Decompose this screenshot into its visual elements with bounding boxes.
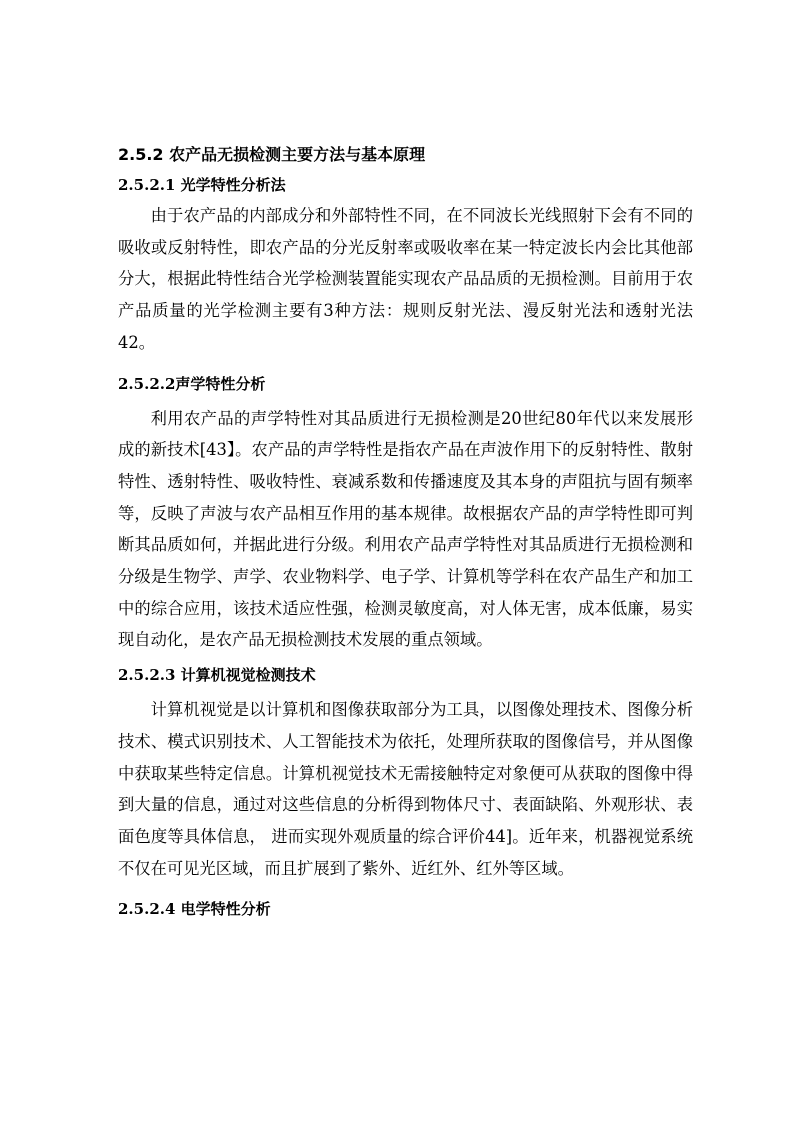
- paragraph-acoustic: 利用农产品的声学特性对其品质进行无损检测是20世纪80年代以来发展形成的新技术[43】。农产品的声学特性是指农产品在声波作用下的反射特性、散射特性、透射特性、吸收特性、衰减系数和传播速度及其本身的声阻抗与固有频率等，反映了声波与农产品相互作用的基本规律。故根据农产品的声学特性即可判断其品质如何，并据此进行分级。利用农产品声学特性对其品质进行无损检测和分级是生物学、声学、农业物料学、电子学、计算机等学科在农产品生产和加工中的综合应用，该技术适应性强，检测灵敏度高，对人体无害，成本低廉，易实现自动化，是农产品无损检测技术发展的重点领域。: [118, 408, 693, 650]
- section-title: 2.5.2 农产品无损检测主要方法与基本原理: [118, 145, 426, 164]
- subsection-title-vision: 2.5.2.3 计算机视觉检测技术: [118, 666, 316, 685]
- subsection-title-acoustic: 2.5.2.2声学特性分析: [118, 374, 266, 393]
- document-page: [118, 140, 693, 924]
- subsection-title-optical: 2.5.2.1 光学特性分析法: [118, 176, 286, 194]
- subsection-title-electrical: 2.5.2.4 电学特性分析: [118, 900, 271, 919]
- paragraph-optical: 由于农产品的内部成分和外部特性不同，在不同波长光线照射下会有不同的吸收或反射特性，即农产品的分光反射率或吸收率在某一特定波长内会比其他部分大，根据此特性结合光学检测装置能实现农产品品质的无损检测。目前用于农产品质量的光学检测主要有3种方法：规则反射光法、漫反射光法和透射光法42。: [118, 206, 693, 352]
- paragraph-vision: 计算机视觉是以计算机和图像获取部分为工具，以图像处理技术、图像分析技术、模式识别技术、人工智能技术为依托，处理所获取的图像信号，并从图像中获取某些特定信息。计算机视觉技术无需接触特定对象便可从获取的图像中得到大量的信息，通过对这些信息的分析得到物体尺寸、表面缺陷、外观形状、表面色度等具体信息， 进而实现外观质量的综合评价44]。近年来，机器视觉系统不仅在可见光区域，而且扩展到了紫外、近红外、红外等区域。: [118, 700, 693, 878]
